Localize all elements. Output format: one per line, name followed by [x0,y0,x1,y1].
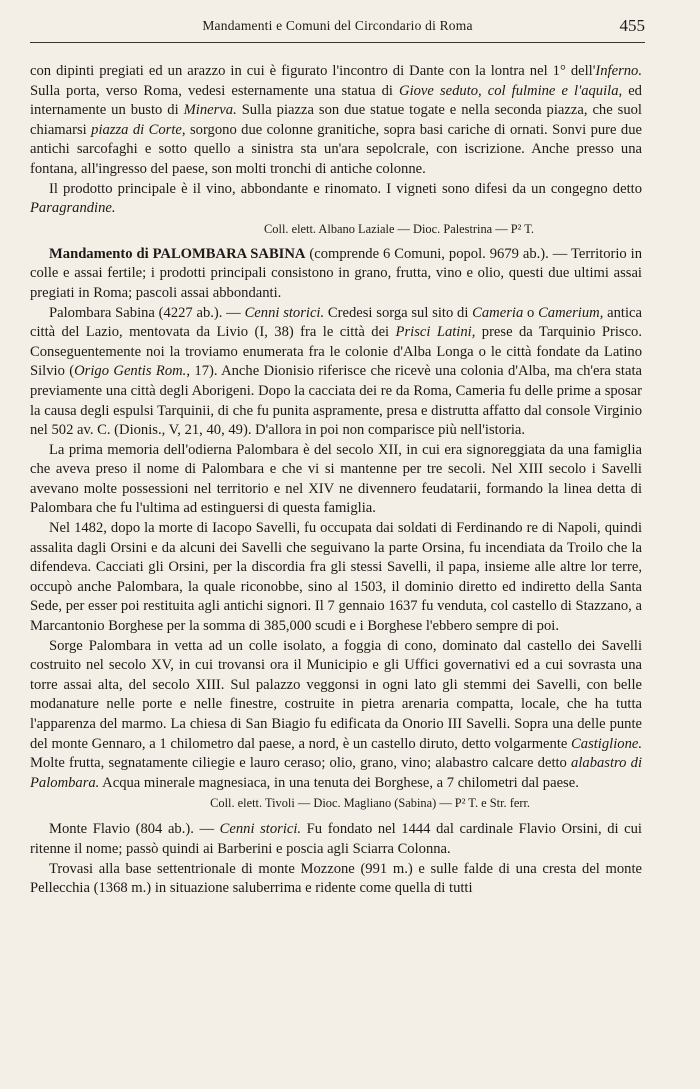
italic-span: Giove seduto, col fulmine e l'aquila, [399,82,623,99]
italic-span: Inferno. [595,63,642,79]
electoral-note-tivoli: Coll. elett. Tivoli — Dioc. Magliano (Sabina) — P² T. e Str. ferr. [210,796,530,811]
bold-span: Mandamento di [49,245,153,262]
paragraph-first-memory: La prima memoria dell'odierna Palombara è del secolo XII, in cui era signoreggiata da una famiglia che aveva preso il nome di Palombara e che vi si mantenne per tre secoli. Nel XIII secolo i Savelli avevano molte possessioni nel territorio e nel XIV ne divennero feudatarii, formando la linea detta di Palombara che fu l'ultima ad estinguersi di questa famiglia. [30,441,642,517]
text-span: Fu fondato nel 1444 dal cardinale Flavio Orsini, di cui ritenne il nome; passò quindi ai Barberini e poscia agli Sciarra Colonna. [30,821,642,857]
paragraph-monte-flavio [30,820,642,859]
text-span: Monte Flavio (804 ab.). — [49,821,220,838]
text-span: Acqua minerale magnesiaca, in una tenuta dei Borghese, a 7 chilometri dal paese. [99,774,579,791]
italic-span: Prisci Latini, [395,324,476,341]
running-title: Mandamenti e Comuni del Circondario di Roma [202,18,473,33]
paragraph-palombara-history [30,304,642,441]
text-span: o [523,304,539,321]
text-span: Palombara Sabina (4227 ab.). — [49,304,245,321]
electoral-note-albano: Coll. elett. Albano Laziale — Dioc. Palestrina — P² T. [264,221,534,236]
text-span: Sorge Palombara in vetta ad un colle isolato, a foggia di cono, dominato dal castello dei Savelli costruito nel secolo XV, in cui trovansi ora il Municipio e gli Uffici governativi ed a cui sovrasta una torre assai alta, del secolo XIII. Sul palazzo veggonsi in ogni lato gli stemmi dei Savelli, con belle modanature nelle porte e nelle finestre, costruite in pietra arenaria compatta, locale, che ha tutta l'apparenza del marmo. La chiesa di San Biagio fu edificata da Onorio III Savelli. Sopra una delle punte del monte Gennaro, a 1 chilometro dal paese, a nord, è un castello diruto, detto volgarmente [30,637,642,752]
page-body [30,62,642,899]
mandamento-name: PALOMBARA SABINA [152,245,306,262]
italic-span: Cenni storici. [219,821,302,838]
paragraph-mandamento-palombara [30,245,642,304]
text-span: prese da Tarquinio Prisco. Conseguentemente noi la troviamo enumerata fra le colonie d'Alba Longa o le città fondate da Latino Silvio ( [30,324,643,380]
italic-span: Minerva. [183,102,237,119]
italic-span: Paragrandine. [30,200,116,217]
text-span: 17). Anche Dionisio riferisce che ricevè una colonia d'Alba, ma ch'era stata previamente una città degli Aborigeni. Dopo la cacciata dei re da Roma, Cameria fu delle prime a sposar la causa degli espulsi Tarquinii, di che fu punita aspramente, presa e distrutta affatto dal console Virginio nel 502 av. C. (Dionis., V, 21, 40, 49). D'allora in poi non comparisce più nell'istoria. [30,363,642,439]
paragraph-castle-description [30,637,642,794]
italic-span: piazza di Corte, [91,121,186,138]
text-span: Il prodotto principale è il vino, abbondante e rinomato. I vigneti sono difesi da un congegno detto [49,180,642,197]
italic-span: Cenni storici. [244,304,325,321]
text-span: ed internamente un busto di [30,82,642,119]
text-span: (comprende 6 Comuni, popol. 9679 ab.). — Territorio in colle e assai fertile; i prodotti principali consistono in grano, frutta, vino e olio, questi due ultimi assai pregiati in Roma; pascoli assai abbondanti. [30,245,643,301]
italic-span: Cameria [472,304,524,321]
paragraph-wine-product [30,180,642,219]
paragraph-arezzo-description [30,62,642,180]
text-span: Molte frutta, segnatamente ciliegie e lauro ceraso; olio, grano, vino; alabastro calcare detto [30,755,572,772]
text-span: sorgono due colonne granitiche, sopra basi cariche di ornati. Sonvi pure due antichi sarcofaghi e sotto quello a sinistra sta un'ara sepolcrale, con iscrizione. Anche presso una fontana, all'ingresso del paese, son molti tronchi di antiche colonne. [30,121,642,177]
text-span: Sulla porta, verso Roma, vedesi esternamente una statua di [30,82,400,99]
paragraph-monte-mozzone: Trovasi alla base settentrionale di monte Mozzone (991 m.) e sulle falde di una cresta del monte Pellecchia (1368 m.) in situazione saluberrima e ridente come quella di tutti [30,860,642,897]
text-span: Sulla piazza son due statue togate e nella seconda piazza, che suol chiamarsi [30,102,642,138]
text-span: antica città del Lazio, mentovata da Livio (I, 38) fra le città dei [30,304,642,341]
italic-span: Origo Gentis Rom., [74,363,190,380]
italic-span: Castiglione. [571,735,642,752]
page-header [30,16,645,43]
italic-span: alabastro di Palombara. [30,755,642,791]
italic-span: Camerium, [538,304,604,321]
page-number: 455 [619,16,645,35]
text-span: con dipinti pregiati ed un arazzo in cui è figurato l'incontro di Dante con la lontra nel 1° dell' [30,63,596,79]
text-span: Credesi sorga sul sito di [324,304,473,321]
paragraph-1482: Nel 1482, dopo la morte di Iacopo Savelli, fu occupata dai soldati di Ferdinando re di Napoli, quindi assalita dagli Orsini e da alcuni dei Savelli che seguivano la parte Orsina, fu incendiata da Troilo che la difendeva. Cacciati gli Orsini, per la discordia fra gli stessi Savelli, il papa, insieme alle altre lor terre, occupò anche Palombara, la quale riconobbe, sino al 1503, il dominio diretto ed indiretto della Santa Sede, per esser poi restituita agli antichi signori. Il 7 gennaio 1637 fu venduta, col castello di Stazzano, a Marcantonio Borghese per la somma di 385,000 scudi e i Borghese l'ebbero sempre di poi. [30,520,642,635]
